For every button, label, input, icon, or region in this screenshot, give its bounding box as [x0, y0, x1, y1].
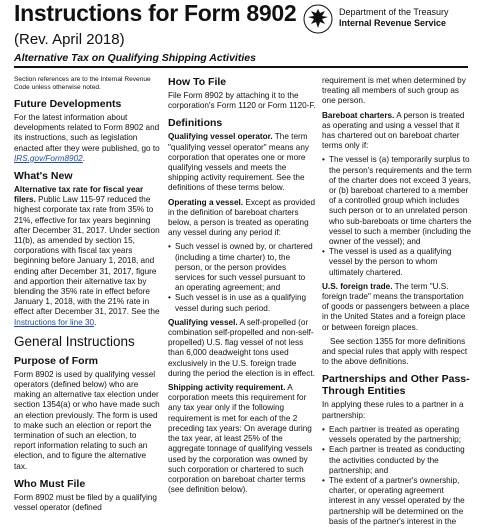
- revision-date: (Rev. April 2018): [14, 31, 125, 48]
- bareboat-def: [322, 111, 472, 152]
- partnerships-text: In applying these rules to a partner in a partnership:: [322, 400, 464, 420]
- operating-lead: Operating a vessel.: [168, 197, 244, 207]
- agency-irs: Internal Revenue Service: [339, 18, 447, 28]
- column-2: [168, 76, 316, 499]
- operating-bullet-list: [168, 242, 316, 313]
- page-header: [0, 0, 480, 80]
- list-item: • The extent of a partner's ownership, charter, or operating agreement interest in any vessel operated by the partnership will be determined on the basis of the partner's interest in the: [322, 476, 472, 527]
- qvo-text: The term "qualifying vessel operator" means any corporation that operates one or more qualifying vessels and meets the shipping activity requirement. See the definitions of these terms below.: [168, 132, 309, 193]
- how-to-file-heading: How To File: [168, 76, 227, 88]
- fiscal-year-text: Public Law 115-97 reduced the highest corporate tax rate from 35% to 21%, effective for tax years beginning after December 31, 2017. Under section 11(b), as amended by section 15, corporations with fiscal tax years beginning before January 1, 2018, and ending after December 31, 2017, figure and apportion their alternative tax by blending the 35% rate in effect before January 1, 2018, with the 21% rate in effect after December 31, 2017. See the: [14, 195, 160, 317]
- agency-department: Department of the Treasury: [339, 7, 449, 17]
- shipping-activity-def: [168, 383, 316, 495]
- irs-eagle-logo-icon: [303, 4, 333, 34]
- qv-text: A self-propelled (or combination self-propelled and non-self-propelled) U.S. flag vessel of not less than 6,000 deadweight tons used exclusively in the U.S. foreign trade during the period the election is in effect.: [168, 317, 315, 378]
- future-developments-text: [14, 113, 160, 164]
- whats-new-text: [14, 185, 160, 328]
- fiscal-year-lead: Alternative tax rate for fiscal year filers.: [14, 185, 144, 205]
- column-3: [322, 76, 472, 531]
- operating-text: Except as provided in the definition of bareboat charters below, a person is treated as operating any vessel during any period if:: [168, 197, 316, 238]
- list-item: • Such vessel is owned by, or chartered (including a time charter) to, the person, or the person provides services for such vessel pursuant to an operating agreement; and: [168, 242, 316, 293]
- who-must-file-text: Form 8902 must be filed by a qualifying vessel operator (defined: [14, 492, 157, 513]
- header-divider: [14, 66, 468, 68]
- foreign-lead: U.S. foreign trade.: [322, 281, 393, 291]
- partnerships-heading: Partnerships and Other Pass-Through Entities: [322, 373, 470, 398]
- list-item: • Such vessel is in use as a qualifying vessel during such period.: [168, 293, 316, 313]
- whats-new-heading: What's New: [14, 170, 73, 183]
- list-item: • Each partner is treated as operating vessels operated by the partnership;: [322, 425, 472, 445]
- column-1: [14, 76, 160, 517]
- see-section-text: See section 1355 for more definitions and special rules that apply with respect to the above definitions.: [322, 336, 468, 367]
- definitions-heading: Definitions: [168, 117, 223, 130]
- bareboat-bullet-list: [322, 155, 472, 277]
- sar-lead: Shipping activity requirement.: [168, 383, 286, 393]
- future-end: .: [82, 153, 85, 163]
- foreign-trade-def: [322, 282, 472, 333]
- form-subtitle: Alternative Tax on Qualifying Shipping Activities: [14, 52, 256, 64]
- agency-block: [303, 4, 473, 34]
- who-must-file-heading: Who Must File: [14, 477, 86, 490]
- qvo-lead: Qualifying vessel operator.: [168, 132, 273, 142]
- bareboat-lead: Bareboat charters.: [322, 110, 395, 120]
- qualifying-vessel-operator-def: [168, 132, 316, 193]
- list-item: • Each partner is treated as conducting the activities conducted by the partnership; and: [322, 445, 472, 476]
- bareboat-text: A person is treated as operating and using a vessel that it has chartered out on bareboat charter terms only if:: [322, 110, 465, 151]
- purpose-heading: Purpose of Form: [14, 354, 99, 367]
- line30-link[interactable]: Instructions for line 30: [14, 317, 95, 327]
- future-text: For the latest information about developments related to Form 8902 and its instructions, such as legislation enacted after they were published, go to: [14, 113, 160, 153]
- list-item: • The vessel is used as a qualifying vessel by the person to whom ultimately chartered.: [322, 247, 472, 278]
- operating-vessel-def: [168, 198, 316, 239]
- sar-text: A corporation meets this requirement for any tax year only if the following requirement is met for each of the 2 preceding tax years: On average during the tax year, at least 25% of the aggregate tonnage of qualifying vessels used by the corporation was owned by such corporation or chartered to such corporation on bareboat charter terms (see definition below).: [168, 383, 313, 495]
- foreign-text: The term "U.S. foreign trade" means the transportation of goods or passengers between a place in the United States and a foreign place or between foreign places.: [322, 281, 470, 332]
- how-to-file-text: File Form 8902 by attaching it to the corporation's Form 1120 or Form 1120-F.: [168, 91, 316, 111]
- purpose-text: Form 8902 is used by qualifying vessel operators (defined below) who are making an alternative tax election under section 1354(a) or who have made such an election previously. The form is used to make such an election or report the termination of such an election, to report information relating to such an election, and to figure the alternative tax.: [14, 369, 160, 471]
- form8902-link[interactable]: IRS.gov/Form8902: [14, 153, 83, 163]
- qv-lead: Qualifying vessel.: [168, 317, 238, 327]
- whats-new-end: .: [94, 317, 97, 327]
- section-note: Section references are to the Internal Revenue Code unless otherwise noted.: [14, 76, 151, 91]
- continued-text: requirement is met when determined by treating all members of such group as one person.: [322, 76, 466, 106]
- future-developments-heading: Future Developments: [14, 98, 122, 110]
- qualifying-vessel-def: [168, 318, 316, 379]
- general-instructions-heading: General Instructions: [14, 333, 135, 349]
- partnerships-bullet-list: [322, 425, 472, 527]
- list-item: • The vessel is (a) temporarily surplus to the person's requirements and the term of the charter does not exceed 3 years, or (b) bareboat chartered to a member of a controlled group which includes such person or to an unrelated person who sub-bareboats or time charters the vessel to such a member (including the owner of the vessel); and: [322, 155, 472, 247]
- form-title: Instructions for Form 8902: [14, 0, 297, 26]
